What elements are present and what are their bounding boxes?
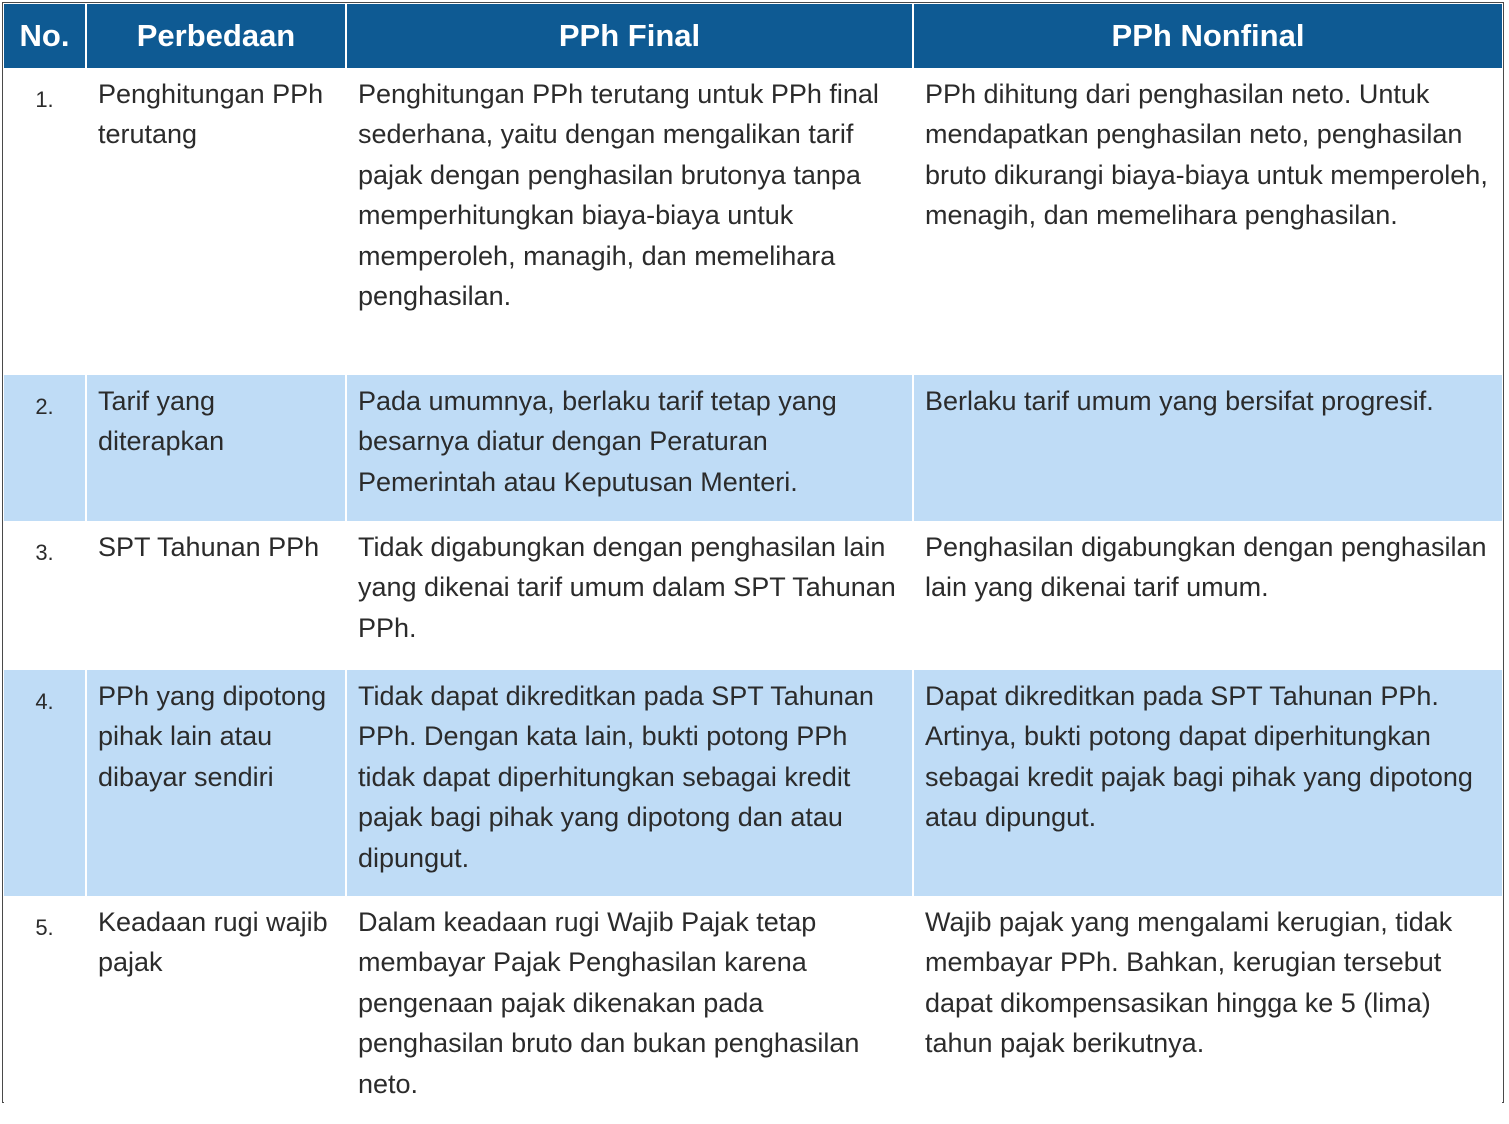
row-number: 2.: [4, 375, 86, 521]
row-pph-final: Tidak digabungkan dengan penghasilan lain yang dikenai tarif umum dalam SPT Tahunan PPh.: [346, 521, 913, 670]
comparison-table: [4, 4, 1502, 1124]
row-pph-final: Dalam keadaan rugi Wajib Pajak tetap membayar Pajak Penghasilan karena pengenaan pajak dikenakan pada penghasilan bruto dan bukan penghasilan neto.: [346, 896, 913, 1124]
header-pph-nonfinal: PPh Nonfinal: [913, 4, 1502, 68]
table-row: [4, 670, 1502, 896]
row-pph-nonfinal: Berlaku tarif umum yang bersifat progresif.: [913, 375, 1502, 521]
row-perbedaan: Keadaan rugi wajib pajak: [86, 896, 346, 1124]
row-perbedaan: SPT Tahunan PPh: [86, 521, 346, 670]
row-number: 4.: [4, 670, 86, 896]
table-row: [4, 68, 1502, 375]
table-row: [4, 521, 1502, 670]
row-pph-final: Pada umumnya, berlaku tarif tetap yang besarnya diatur dengan Peraturan Pemerintah atau Keputusan Menteri.: [346, 375, 913, 521]
table-row: [4, 375, 1502, 521]
row-number: 1.: [4, 68, 86, 375]
row-perbedaan: Tarif yang diterapkan: [86, 375, 346, 521]
row-pph-nonfinal: Wajib pajak yang mengalami kerugian, tidak membayar PPh. Bahkan, kerugian tersebut dapat dikompensasikan hingga ke 5 (lima) tahun pajak berikutnya.: [913, 896, 1502, 1124]
row-pph-final: Tidak dapat dikreditkan pada SPT Tahunan PPh. Dengan kata lain, bukti potong PPh tidak dapat diperhitungkan sebagai kredit pajak bagi pihak yang dipotong dan atau dipungut.: [346, 670, 913, 896]
header-row: [4, 4, 1502, 68]
table-row: [4, 896, 1502, 1124]
header-no: No.: [4, 4, 86, 68]
row-perbedaan: PPh yang dipotong pihak lain atau dibayar sendiri: [86, 670, 346, 896]
row-number: 3.: [4, 521, 86, 670]
header-pph-final: PPh Final: [346, 4, 913, 68]
row-pph-nonfinal: PPh dihitung dari penghasilan neto. Untuk mendapatkan penghasilan neto, penghasilan bruto dikurangi biaya-biaya untuk memperoleh, menagih, dan memelihara penghasilan.: [913, 68, 1502, 375]
row-number: 5.: [4, 896, 86, 1124]
row-pph-nonfinal: Penghasilan digabungkan dengan penghasilan lain yang dikenai tarif umum.: [913, 521, 1502, 670]
row-perbedaan: Penghitungan PPh terutang: [86, 68, 346, 375]
row-pph-final: Penghitungan PPh terutang untuk PPh final sederhana, yaitu dengan mengalikan tarif pajak dengan penghasilan brutonya tanpa memperhitungkan biaya-biaya untuk memperoleh, managih, dan memelihara penghasilan.: [346, 68, 913, 375]
header-perbedaan: Perbedaan: [86, 4, 346, 68]
row-pph-nonfinal: Dapat dikreditkan pada SPT Tahunan PPh. Artinya, bukti potong dapat diperhitungkan sebagai kredit pajak bagi pihak yang dipotong atau dipungut.: [913, 670, 1502, 896]
